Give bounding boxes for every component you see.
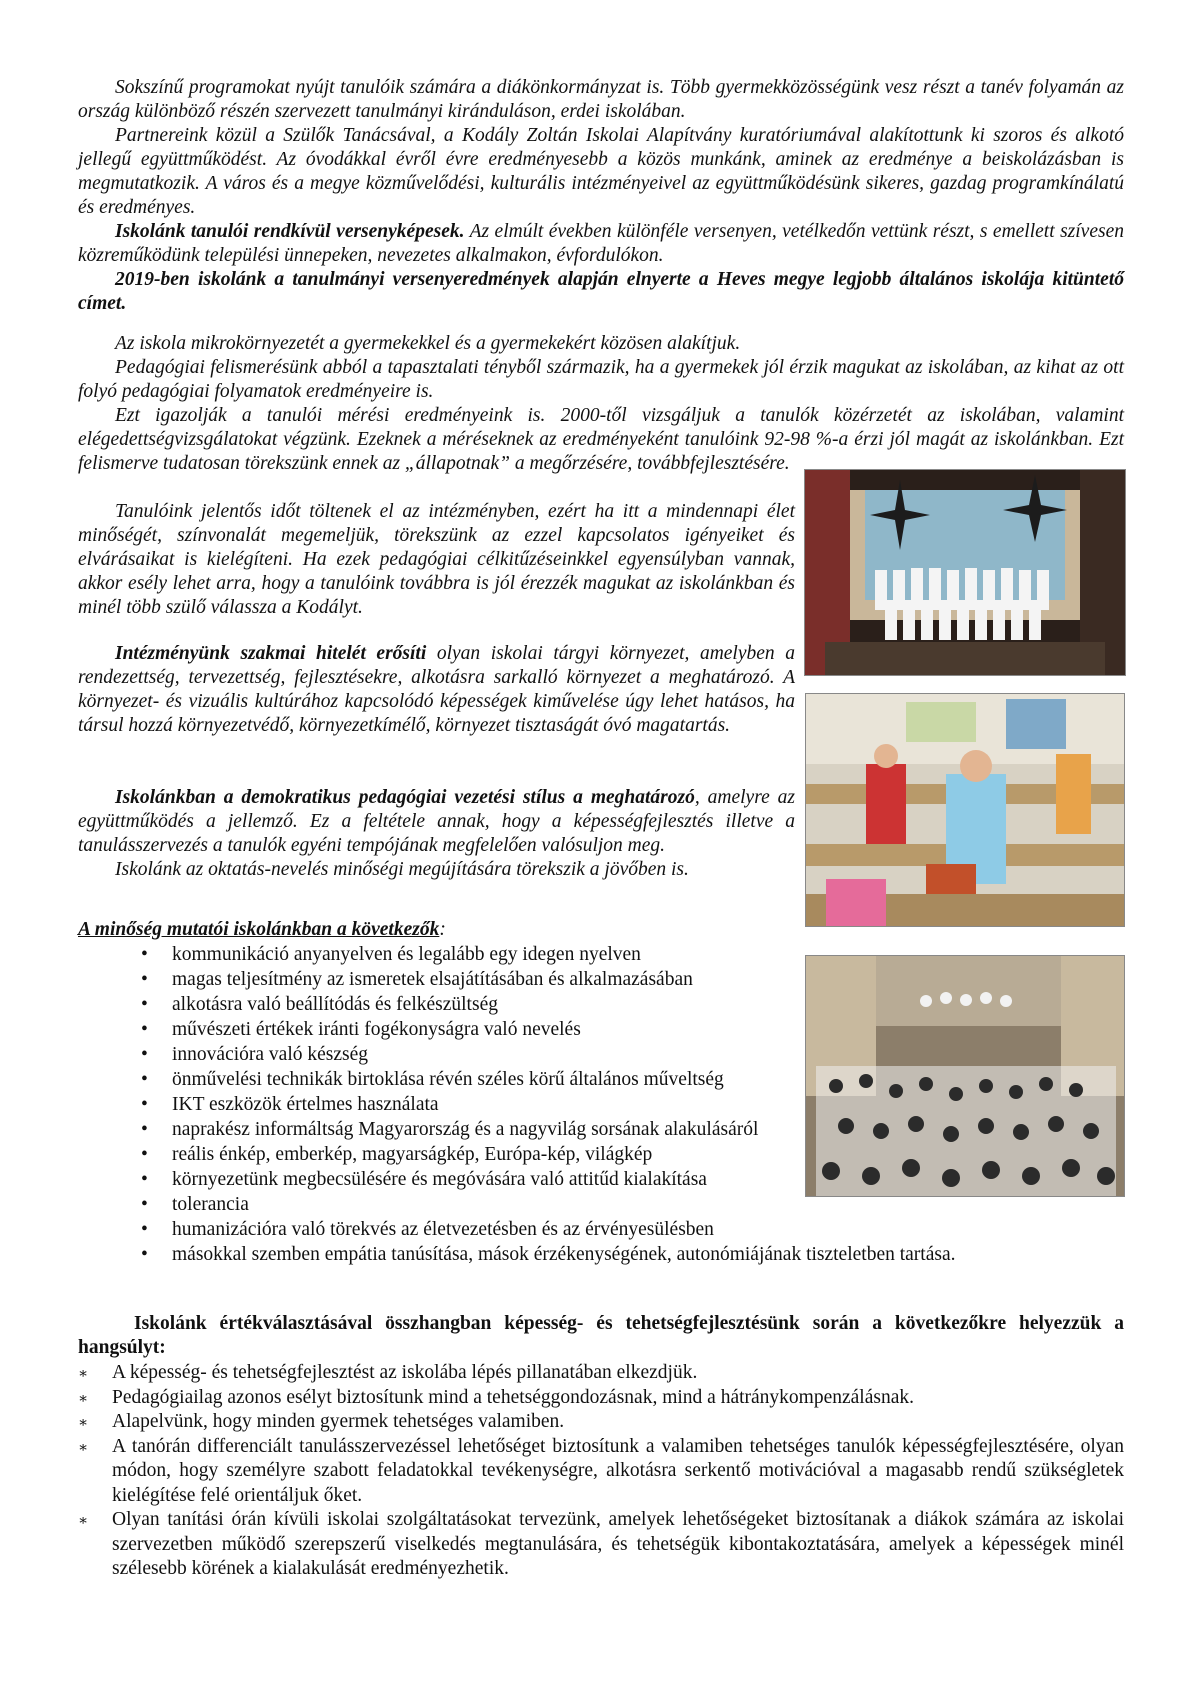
list-item: • kommunikáció anyanyelven és legalább egy idegen nyelven bbox=[78, 942, 818, 967]
list-item: • másokkal szemben empátia tanúsítása, mások érzékenységének, autonómiájának tiszteletben tartása. bbox=[78, 1242, 1172, 1267]
institution-text: olyan iskolai tárgyi környezet, amelyben a rendezettség, tervezettség, fejlesztésekre, alkotásra sarkalló környezet a meghatározó. A környezet- és vizuális kultúrához kapcsolódó képességek kiművelése úgy lehet hatásos, ha társul hozzá környezetvédő, környezetkímélő, környezet tisztaságát óvó magatartás. bbox=[78, 643, 795, 736]
democracy-paragraph-2: Iskolánk az oktatás-nevelés minőségi megújítására törekszik a jövőben is. bbox=[115, 859, 689, 880]
democracy-highlight: Iskolánkban a demokratikus pedagógiai vezetési stílus a meghatározó bbox=[115, 787, 695, 808]
micro-paragraph-2: Pedagógiai felismerésünk abból a tapasztalati tényből származik, ha a gyermekek jól érzik magukat az iskolában, az kihat az ott folyó pedagógiai folyamatok eredményeire is. bbox=[78, 357, 1124, 402]
micro-paragraph-4-block bbox=[78, 500, 795, 620]
list-item: ∗ Pedagógiailag azonos esélyt biztosítunk mind a tehetséggondozásnak, mind a hátránykompenzálásnak. bbox=[78, 1386, 1124, 1411]
democracy-text: , amelyre az együttműködés a jellemző. Ez a feltétele annak, hogy a képességfejlesztés illetve a tanulásszervezés a tanulók egyéni tempójának megfelelően valósuljon meg. bbox=[78, 787, 795, 856]
micro-paragraph-3 bbox=[78, 404, 1124, 476]
quality-list bbox=[78, 942, 956, 1267]
list-item: • környezetünk megbecsülésére és megóvására való attitűd kialakítása bbox=[78, 1167, 818, 1192]
list-item: • művészeti értékek iránti fogékonyságra való nevelés bbox=[78, 1017, 818, 1042]
values-section bbox=[78, 1312, 1124, 1582]
award-paragraph: 2019-ben iskolánk a tanulmányi versenyeredmények alapján elnyerte a Heves megye legjobb általános iskolája kitüntető címet. bbox=[78, 269, 1124, 314]
micro-paragraph-3-text: Ezt igazolják a tanulói mérési eredményeink is. 2000-től vizsgáljuk a tanulók közérzetét az iskolában, valamint elégedettségvizsgálatokat végzünk. Ezeknek a méréseknek az eredményeként tanulóink 92-98 %-a érzi jól magát az iskolánkban. Ezt felismerve tudatosan törekszünk ennek az „állapotnak” a megőrzésére, továbbfejlesztésére. bbox=[78, 405, 1124, 474]
list-item: ∗ Alapelvünk, hogy minden gyermek tehetséges valamiben. bbox=[78, 1410, 1124, 1435]
micro-paragraph-4: Tanulóink jelentős időt töltenek el az intézményben, ezért ha itt a mindennapi élet minőségét, színvonalát megemeljük, törekszünk az ezzel kapcsolatos igényeiket és elvárásaikat is kielégíteni. Ha ezek pedagógiai célkitűzéseinkkel egyensúlyban vannak, akkor esély lehet arra, hogy a tanulóink továbbra is jól érezzék magukat az iskolánkban és minél több szülő válassza a Kodályt. bbox=[78, 501, 795, 618]
list-item: ∗ A képesség- és tehetségfejlesztést az iskolába lépés pillanatában elkezdjük. bbox=[78, 1361, 1124, 1386]
institution-section bbox=[78, 642, 795, 738]
intro-paragraph-3 bbox=[78, 220, 1124, 268]
list-item: • naprakész informáltság Magyarország és a nagyvilág sorsának alakulásáról bbox=[78, 1117, 818, 1142]
list-item: ∗ Olyan tanítási órán kívüli iskolai szolgáltatásokat tervezünk, amelyek lehetőségeket biztosítanak a diákok számára az iskolai szervezetben működő szerepszerű viselkedés megtanulására, és tehetségük kibontakoztatására, amelyek a képességek minél szélesebb körének a kialakulását eredményezhetik. bbox=[78, 1508, 1124, 1582]
micro-paragraph-1: Az iskola mikrokörnyezetét a gyermekekkel és a gyermekekért közösen alakítjuk. bbox=[115, 333, 741, 354]
values-list bbox=[78, 1361, 1124, 1582]
intro-paragraph-2: Partnereink közül a Szülők Tanácsával, a Kodály Zoltán Iskolai Alapítvány kuratóriumával alakítottunk ki szoros és alkotó jellegű együttműködést. Az óvodákkal évről évre eredményesebb a közös munkánk, aminek az eredménye a beiskolázásban is megmutatkozik. A város és a megye közművelődési, kulturális intézményeivel az együttműködésünk sikeres, gazdag programkínálatú és eredményes. bbox=[78, 125, 1124, 218]
quality-heading-text: A minőség mutatói iskolánkban a következők bbox=[78, 919, 440, 940]
quality-heading-colon: : bbox=[439, 919, 446, 940]
list-item: • magas teljesítmény az ismeretek elsajátításában és alkalmazásában bbox=[78, 967, 818, 992]
micro-section bbox=[78, 332, 1124, 476]
list-item: • innovációra való készség bbox=[78, 1042, 818, 1067]
institution-paragraph bbox=[78, 642, 795, 738]
democracy-section bbox=[78, 786, 795, 882]
list-item: • humanizációra való törekvés az életvezetésben és az érvényesülésben bbox=[78, 1217, 952, 1242]
institution-highlight: Intézményünk szakmai hitelét erősíti bbox=[115, 643, 427, 664]
list-item: • alkotásra való beállítódás és felkészültség bbox=[78, 992, 818, 1017]
intro-paragraph-1: Sokszínű programokat nyújt tanulóik számára a diákönkormányzat is. Több gyermekközösségünk vesz részt a tanév folyamán az ország különböző részén szervezett tanulmányi kiránduláson, erdei iskolában. bbox=[78, 77, 1124, 122]
quality-section bbox=[78, 918, 1124, 1267]
list-item: • önművelési technikák birtoklása révén széles körű általános műveltség bbox=[78, 1067, 818, 1092]
list-item: ∗ A tanórán differenciált tanulásszervezéssel lehetőséget biztosítunk a valamiben tehetséges tanulók képességfejlesztésére, olyan módon, hogy személyre szabott feladatokkal tevékenységre, alkotásra serkentő motivációval a magasabb rendű szükségletek kielégítése felé orientáljuk őket. bbox=[78, 1435, 1124, 1509]
list-item: • tolerancia bbox=[78, 1192, 818, 1217]
competitive-highlight: Iskolánk tanulói rendkívül versenyképesek. bbox=[115, 221, 465, 242]
democracy-paragraph bbox=[78, 786, 795, 858]
classroom-photo bbox=[805, 693, 1125, 927]
competitive-text: Az elmúlt években különféle versenyen, vetélkedőn vettünk részt, s emellett szívesen közreműködünk települési ünnepeken, nevezetes alkalmakon, évfordulókon. bbox=[78, 221, 1124, 266]
intro-section bbox=[78, 76, 1124, 316]
quality-heading bbox=[78, 918, 1124, 942]
list-item: • reális énkép, emberkép, magyarságkép, Európa-kép, világkép bbox=[78, 1142, 818, 1167]
choir-stage-photo bbox=[804, 469, 1126, 676]
list-item: • IKT eszközök értelmes használata bbox=[78, 1092, 818, 1117]
values-heading: Iskolánk értékválasztásával összhangban képesség- és tehetségfejlesztésünk során a következőkre helyezzük a hangsúlyt: bbox=[78, 1313, 1124, 1358]
